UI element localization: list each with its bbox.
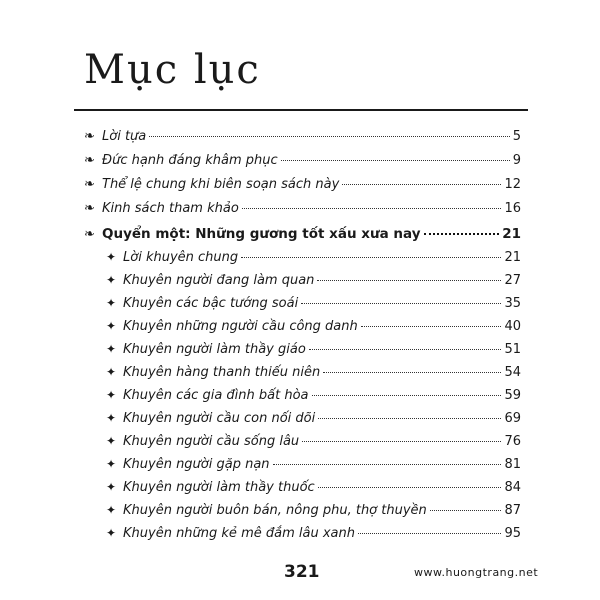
fleuron-icon: ❧ — [84, 177, 95, 192]
toc-chapter-entry — [106, 250, 521, 270]
toc-chapter-label: Khuyên người cầu con nối dõi — [123, 411, 316, 426]
dot-leader — [273, 464, 502, 465]
four-point-star-icon: ✦ — [106, 411, 117, 425]
fleuron-icon: ❧ — [84, 201, 95, 216]
four-point-star-icon: ✦ — [106, 526, 117, 540]
toc-chapter-label: Khuyên người cầu sống lâu — [123, 434, 300, 449]
dot-leader — [301, 303, 501, 304]
dot-leader — [318, 487, 502, 488]
four-point-star-icon: ✦ — [106, 480, 117, 494]
dot-leader — [342, 184, 501, 185]
title-rule — [74, 109, 528, 111]
four-point-star-icon: ✦ — [106, 250, 117, 264]
toc-chapter-entry — [106, 319, 521, 339]
toc-entry-page: 9 — [512, 153, 521, 168]
toc-chapter-entry — [106, 526, 521, 546]
fleuron-icon: ❧ — [84, 227, 95, 242]
toc-entry — [84, 177, 521, 197]
toc-chapter-label: Khuyên người gặp nạn — [123, 457, 270, 472]
toc-chapter-label: Khuyên hàng thanh thiếu niên — [123, 365, 321, 380]
toc-entry-page: 12 — [504, 177, 521, 192]
toc-entry-label: Đức hạnh đáng khâm phục — [102, 153, 278, 168]
toc-part-label: Quyển một: Những gương tốt xấu xưa nay — [102, 226, 421, 242]
toc-chapter-entry — [106, 273, 521, 293]
fleuron-icon: ❧ — [84, 129, 95, 144]
toc-chapter-entry — [106, 434, 521, 454]
toc-chapter-label: Khuyên các bậc tướng soái — [123, 296, 299, 311]
dot-leader — [317, 280, 501, 281]
toc-chapter-page: 40 — [504, 319, 521, 334]
toc-chapter-page: 69 — [504, 411, 521, 426]
dot-leader — [302, 441, 501, 442]
dot-leader — [323, 372, 501, 373]
toc-chapter-page: 54 — [504, 365, 521, 380]
toc-chapter-page: 76 — [504, 434, 521, 449]
toc-chapter-label: Khuyên người đang làm quan — [123, 273, 315, 288]
toc-chapter-page: 51 — [504, 342, 521, 357]
dot-leader — [242, 208, 502, 209]
page-number: 321 — [284, 562, 320, 582]
toc-part-page: 21 — [502, 226, 521, 242]
toc-chapter-page: 84 — [504, 480, 521, 495]
toc-entry — [84, 153, 521, 173]
dot-leader — [312, 395, 502, 396]
dot-leader — [309, 349, 502, 350]
dot-leader — [241, 257, 501, 258]
publisher-website: www.huongtrang.net — [414, 566, 539, 579]
toc-chapter-entry — [106, 411, 521, 431]
four-point-star-icon: ✦ — [106, 434, 117, 448]
toc-chapter-page: 95 — [504, 526, 521, 541]
four-point-star-icon: ✦ — [106, 296, 117, 310]
dot-leader — [430, 510, 502, 511]
four-point-star-icon: ✦ — [106, 273, 117, 287]
toc-entry-label: Lời tựa — [102, 129, 147, 144]
toc-chapter-label: Khuyên các gia đình bất hòa — [123, 388, 309, 403]
toc-chapter-entry — [106, 480, 521, 500]
dot-leader — [358, 533, 501, 534]
toc-chapter-page: 87 — [504, 503, 521, 518]
toc-chapter-page: 35 — [504, 296, 521, 311]
dot-leader — [149, 136, 509, 137]
page-title: Mục lục — [84, 47, 261, 93]
four-point-star-icon: ✦ — [106, 457, 117, 471]
toc-chapter-label: Khuyên người buôn bán, nông phu, thợ thuyền — [123, 503, 427, 518]
toc-chapter-page: 27 — [504, 273, 521, 288]
toc-entry-label: Thể lệ chung khi biên soạn sách này — [102, 177, 340, 192]
toc-entry — [84, 201, 521, 221]
toc-chapter-label: Khuyên những kẻ mê đắm lâu xanh — [123, 526, 355, 541]
dot-leader — [361, 326, 502, 327]
fleuron-icon: ❧ — [84, 153, 95, 168]
toc-chapter-label: Lời khuyên chung — [123, 250, 239, 265]
toc-entry-page: 16 — [504, 201, 521, 216]
toc-chapter-entry — [106, 365, 521, 385]
toc-entry-label: Kinh sách tham khảo — [102, 201, 239, 216]
four-point-star-icon: ✦ — [106, 342, 117, 356]
toc-chapter-page: 21 — [504, 250, 521, 265]
toc-entry — [84, 129, 521, 149]
toc-chapter-page: 81 — [504, 457, 521, 472]
dot-leader — [281, 160, 510, 161]
toc-chapter-entry — [106, 388, 521, 408]
toc-chapter-entry — [106, 342, 521, 362]
four-point-star-icon: ✦ — [106, 388, 117, 402]
toc-chapter-entry — [106, 503, 521, 523]
toc-chapter-entry — [106, 457, 521, 477]
toc-chapter-entry — [106, 296, 521, 316]
toc-chapter-label: Khuyên người làm thầy giáo — [123, 342, 306, 357]
dot-leader — [318, 418, 501, 419]
toc-chapter-label: Khuyên những người cầu công danh — [123, 319, 358, 334]
dot-leader — [424, 233, 500, 235]
toc-entry-page: 5 — [512, 129, 521, 144]
four-point-star-icon: ✦ — [106, 503, 117, 517]
four-point-star-icon: ✦ — [106, 319, 117, 333]
four-point-star-icon: ✦ — [106, 365, 117, 379]
toc-chapter-page: 59 — [504, 388, 521, 403]
toc-chapter-label: Khuyên người làm thầy thuốc — [123, 480, 315, 495]
toc-part-heading — [84, 226, 521, 246]
